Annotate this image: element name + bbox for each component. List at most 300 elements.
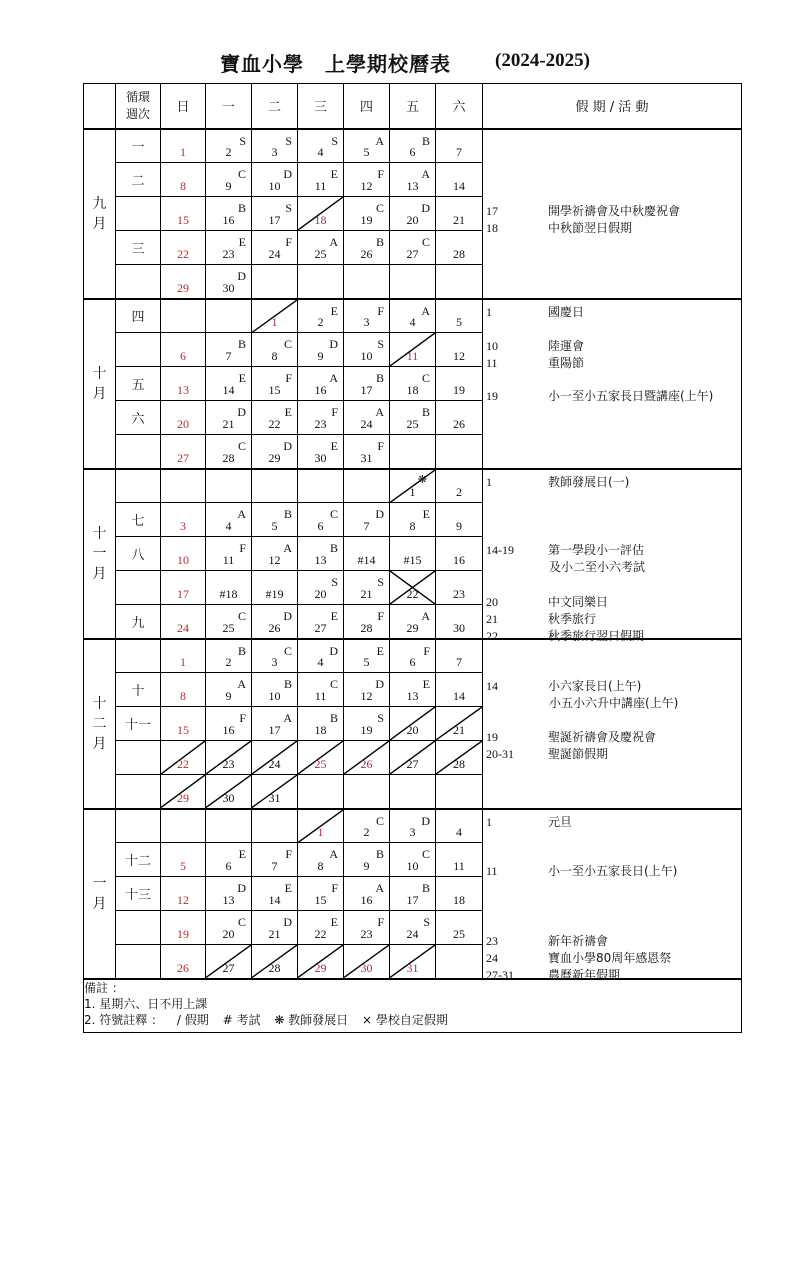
cycle-week-number: 一 [116,129,161,163]
cycle-day-code: D [329,337,338,351]
date-number: 5 [363,145,370,159]
date-number: 12 [177,893,189,907]
events-cell [483,129,742,299]
day-cell-tue [252,809,298,843]
day-cell-mon [206,843,252,877]
day-cell-sat [436,537,483,571]
event-description: 開學祈禱會及中秋慶祝會 [548,203,681,218]
day-cell-sun [161,435,206,469]
cycle-day-code: F [377,609,384,623]
cycle-day-code: F [331,405,338,419]
day-cell-mon [206,707,252,741]
cycle-day-code: A [237,677,246,691]
date-number: 26 [268,620,281,635]
day-cell-wed [298,401,344,435]
event-date: 11 [486,863,498,878]
event-description: 寶血小學80周年感恩祭 [548,950,672,965]
cycle-day-code: B [329,541,338,555]
date-number: 17 [360,383,373,397]
cycle-day-code: A [375,133,384,148]
month-label [84,639,116,809]
date-number: 4 [409,315,416,329]
date-number: 16 [222,213,235,227]
day-cell-sun [161,707,206,741]
weekday-header-sun: 日 [161,84,206,129]
day-cell-sat [436,843,483,877]
month-label-char: 十 [92,695,107,712]
cycle-week-number: 五 [116,367,161,401]
event-date: 24 [486,950,498,965]
day-cell-fri [390,571,436,605]
cycle-day-code: E [330,303,338,318]
event-description: 秋季旅行翌日假期 [548,628,645,643]
cycle-day-code: E [330,439,338,453]
date-number: 29 [406,620,419,635]
event-description: 中秋節翌日假期 [548,220,633,235]
event-date: 23 [486,933,498,948]
day-cell-mon [206,367,252,401]
day-cell-wed [298,639,344,673]
month-label [84,129,116,299]
cycle-day-code: S [377,337,384,351]
cycle-day-code: E [422,677,430,691]
symbol-exam: # 考試 [222,1012,261,1027]
cycle-day-code: A [421,303,430,318]
day-cell-mon [206,639,252,673]
cycle-day-code: C [237,439,246,453]
cycle-week-number: 十一 [116,707,161,741]
event-description: 聖誕祈禱會及慶祝會 [548,729,657,744]
cycle-day-code: C [421,371,430,385]
date-number: 21 [360,587,373,601]
day-cell-sat [436,231,483,265]
date-number: 18 [453,893,465,907]
cycle-day-code: B [421,405,430,419]
event-date: 14-19 [486,542,514,557]
date-number: #18 [219,587,238,601]
cycle-day-code: F [377,915,384,929]
cycle-header-line1: 循環 [125,89,150,104]
day-cell-wed [298,435,344,469]
cycle-day-code: F [377,167,384,181]
date-number: 23 [314,417,327,431]
cycle-day-code: E [284,405,292,419]
date-number: 28 [453,247,465,261]
date-number: 12 [268,553,281,567]
day-cell-sun [161,877,206,911]
weekday-header-thu: 四 [344,84,390,129]
events-header: 假 期 / 活 動 [483,84,742,129]
cycle-day-code: B [329,711,338,725]
date-number: 24 [268,247,281,261]
date-number: 8 [180,689,186,703]
date-number: 2 [225,145,232,159]
event-description: 秋季旅行 [548,611,597,626]
cycle-week-number: 四 [116,299,161,333]
date-number: 13 [406,689,419,703]
event-date: 22 [486,628,498,643]
day-cell-sat [436,469,483,503]
cycle-day-code: S [239,133,246,148]
day-cell-wed [298,197,344,231]
event-entry [486,541,644,558]
date-number: 8 [317,859,324,873]
cycle-day-code: D [283,167,292,181]
day-cell-sat [436,707,483,741]
day-cell-wed [298,877,344,911]
day-cell-sun [161,265,206,299]
month-label-char: 月 [92,215,107,232]
date-number: 25 [222,620,235,635]
cycle-day-code: C [237,915,246,929]
cycle-day-code: A [283,711,292,725]
day-cell-wed [298,367,344,401]
day-cell-mon [206,163,252,197]
event-date: 1 [486,474,492,489]
day-cell-sun [161,197,206,231]
date-number: 12 [360,689,373,703]
header-row [84,84,742,129]
day-cell-tue [252,333,298,367]
day-cell-thu [344,673,390,707]
day-cell-sat [436,809,483,843]
cycle-week-number: 十 [116,673,161,707]
day-cell-sun [161,741,206,775]
date-number: 15 [177,213,189,227]
event-entry [486,219,632,236]
date-number: 7 [225,349,232,363]
day-cell-wed [298,265,344,299]
date-number: 9 [317,349,324,363]
date-number: 30 [314,450,327,465]
date-number: 18 [314,213,327,227]
date-number: 25 [453,927,465,941]
cycle-day-code: D [237,269,246,283]
day-cell-thu [344,911,390,945]
day-cell-fri [390,503,436,537]
event-date: 19 [486,729,498,744]
date-number: 8 [271,349,278,363]
date-number: 17 [177,587,189,601]
day-cell-tue [252,707,298,741]
date-number: 14 [268,893,281,907]
date-number: 20 [314,587,327,601]
date-number: 3 [409,825,416,839]
date-number: 3 [271,145,278,159]
event-description: 新年祈禱會 [548,933,609,948]
cycle-day-code: A [329,371,338,385]
date-number: 2 [456,485,462,499]
cycle-day-code: D [283,439,292,453]
day-cell-wed [298,129,344,163]
cycle-day-code: D [421,201,430,215]
event-entry [486,966,620,983]
day-cell-tue [252,537,298,571]
calendar-table [83,83,742,1033]
date-number: 4 [456,825,462,839]
teacher-development-mark: ❋ [417,473,427,486]
day-cell-thu [344,469,390,503]
cycle-week-number [116,197,161,231]
cycle-day-code: B [421,133,430,148]
day-cell-tue [252,911,298,945]
cycle-day-code: E [330,167,338,181]
cycle-day-code: E [376,643,384,658]
day-cell-tue [252,197,298,231]
events-cell [483,469,742,643]
event-date: 20-31 [486,746,514,761]
weekday-header-sat: 六 [436,84,483,129]
cycle-day-code: S [285,201,292,215]
date-number: 25 [314,757,327,771]
date-number: 7 [271,859,278,873]
event-date: 19 [486,388,498,403]
date-number: 23 [360,927,373,941]
date-number: 6 [180,349,186,363]
day-cell-thu [344,367,390,401]
date-number: 19 [360,723,373,737]
events-cell [483,639,742,809]
cycle-week-number [116,911,161,945]
cycle-day-code: S [331,133,338,148]
cycle-day-code: E [238,235,246,249]
date-number: 11 [314,179,327,193]
cycle-day-code: D [375,507,384,521]
day-cell-thu [344,571,390,605]
cycle-day-code: S [377,575,384,589]
cycle-day-code: A [237,507,246,521]
event-entry [486,813,572,830]
date-number: 28 [268,960,281,975]
date-number: 21 [453,723,465,737]
cycle-day-code: D [283,915,292,929]
date-number: 29 [177,280,189,295]
date-number: 28 [222,450,235,465]
day-cell-wed [298,299,344,333]
cycle-day-code: B [237,201,246,215]
school-year: (2024-2025) [495,50,590,71]
cycle-week-number: 三 [116,231,161,265]
date-number: 24 [268,757,281,771]
day-cell-mon [206,503,252,537]
date-number: 27 [406,247,419,261]
date-number: #19 [265,587,284,601]
day-cell-thu [344,129,390,163]
date-number: 19 [360,213,373,227]
day-cell-wed [298,911,344,945]
day-cell-sat [436,197,483,231]
cycle-day-code: S [377,711,384,725]
day-cell-thu [344,707,390,741]
day-cell-fri [390,469,436,503]
day-cell-fri [390,333,436,367]
month-label-char: 九 [92,195,107,212]
day-cell-wed [298,843,344,877]
date-number: 1 [271,315,278,329]
cycle-day-code: B [283,677,292,691]
date-number: 15 [177,723,189,737]
event-entry [486,745,608,762]
day-cell-tue [252,299,298,333]
day-cell-sun [161,129,206,163]
day-cell-wed [298,571,344,605]
day-cell-thu [344,639,390,673]
date-number: 16 [453,553,465,567]
day-cell-sat [436,639,483,673]
cycle-week-number [116,265,161,299]
day-cell-tue [252,469,298,503]
day-cell-mon [206,435,252,469]
date-number: 20 [406,723,419,737]
day-cell-sun [161,945,206,979]
date-number: 26 [177,960,189,975]
cycle-day-code: F [285,235,292,249]
date-number: 18 [314,723,327,737]
day-cell-tue [252,503,298,537]
date-number: 17 [268,213,281,227]
date-number: 27 [406,757,419,771]
day-cell-tue [252,639,298,673]
cycle-day-code: B [237,337,246,351]
day-cell-thu [344,503,390,537]
date-number: 10 [268,179,281,193]
date-number: 12 [360,179,373,193]
day-cell-tue [252,231,298,265]
date-number: 13 [177,383,189,397]
cycle-day-code: D [237,881,246,895]
cycle-day-code: E [238,847,246,861]
day-cell-fri [390,775,436,809]
month-label-char: 一 [92,545,107,562]
cycle-day-code: B [421,881,430,895]
day-cell-mon [206,299,252,333]
notes-row [84,979,742,1033]
day-cell-wed [298,741,344,775]
cycle-day-code: B [283,507,292,521]
notes-line1: 1. 星期六、日不用上課 [84,996,208,1011]
cycle-day-code: C [283,643,292,658]
date-number: 2 [317,315,324,329]
date-number: 12 [453,349,465,363]
event-description: 農曆新年假期 [548,967,621,982]
cycle-day-code: E [330,609,338,623]
day-cell-fri [390,129,436,163]
event-entry [486,862,677,879]
cycle-day-code: C [283,337,292,351]
day-cell-wed [298,673,344,707]
event-description: 國慶日 [548,304,585,319]
cycle-week-number [116,333,161,367]
date-number: 1 [180,145,186,159]
date-number: 6 [409,145,416,159]
day-cell-sat [436,333,483,367]
month-label [84,299,116,469]
event-date: 1 [486,814,492,829]
day-cell-sat [436,435,483,469]
month-label [84,469,116,639]
event-date: 18 [486,220,498,235]
day-cell-fri [390,367,436,401]
day-cell-sat [436,163,483,197]
cycle-day-code: C [329,677,338,691]
day-cell-wed [298,163,344,197]
cycle-day-code: A [421,609,430,623]
day-cell-mon [206,129,252,163]
cycle-week-number: 七 [116,503,161,537]
day-cell-sun [161,673,206,707]
day-cell-sat [436,299,483,333]
cycle-day-code: A [283,541,292,555]
day-cell-thu [344,877,390,911]
cycle-day-code: F [377,439,384,453]
cycle-day-code: D [283,609,292,623]
day-cell-sat [436,571,483,605]
date-number: 22 [177,757,189,771]
cycle-day-code: B [375,847,384,861]
date-number: 9 [363,859,370,873]
date-number: 17 [406,893,419,907]
notes [84,979,742,1033]
day-cell-sat [436,367,483,401]
event-description: 小六家長日(上午) [548,678,642,693]
notes-line2-label: 2. 符號註釋 ： [84,1012,164,1027]
date-number: 10 [360,349,373,363]
event-description: 教師發展日(一) [548,474,630,489]
event-entry [486,354,584,371]
cycle-day-code: F [239,711,246,725]
cycle-day-code: C [375,813,384,828]
cycle-week-number: 十二 [116,843,161,877]
date-number: 26 [360,757,373,771]
month-label-char: 月 [92,895,107,912]
day-cell-tue [252,265,298,299]
date-number: 22 [406,587,419,601]
cycle-day-code: D [375,677,384,691]
week-row [84,809,742,843]
date-number: 9 [225,179,232,193]
date-number: 6 [409,655,416,669]
date-number: 14 [453,689,465,703]
day-cell-fri [390,163,436,197]
day-cell-fri [390,911,436,945]
day-cell-tue [252,163,298,197]
day-cell-thu [344,163,390,197]
week-row [84,639,742,673]
day-cell-thu [344,809,390,843]
day-cell-mon [206,673,252,707]
day-cell-sun [161,843,206,877]
day-cell-thu [344,299,390,333]
event-description: 元旦 [548,814,573,829]
cycle-week-number: 二 [116,163,161,197]
date-number: 15 [268,383,281,397]
cycle-day-code: F [377,303,384,318]
day-cell-sat [436,129,483,163]
date-number: 5 [180,859,186,873]
date-number: 22 [314,927,327,941]
date-number: 18 [406,383,419,397]
cycle-day-code: C [237,167,246,181]
day-cell-fri [390,435,436,469]
day-cell-fri [390,231,436,265]
day-cell-sat [436,877,483,911]
day-cell-wed [298,605,344,639]
date-number: 24 [360,417,373,431]
event-entry [486,610,596,627]
month-label-char: 一 [92,875,107,892]
day-cell-fri [390,707,436,741]
cycle-day-code: F [423,643,430,658]
